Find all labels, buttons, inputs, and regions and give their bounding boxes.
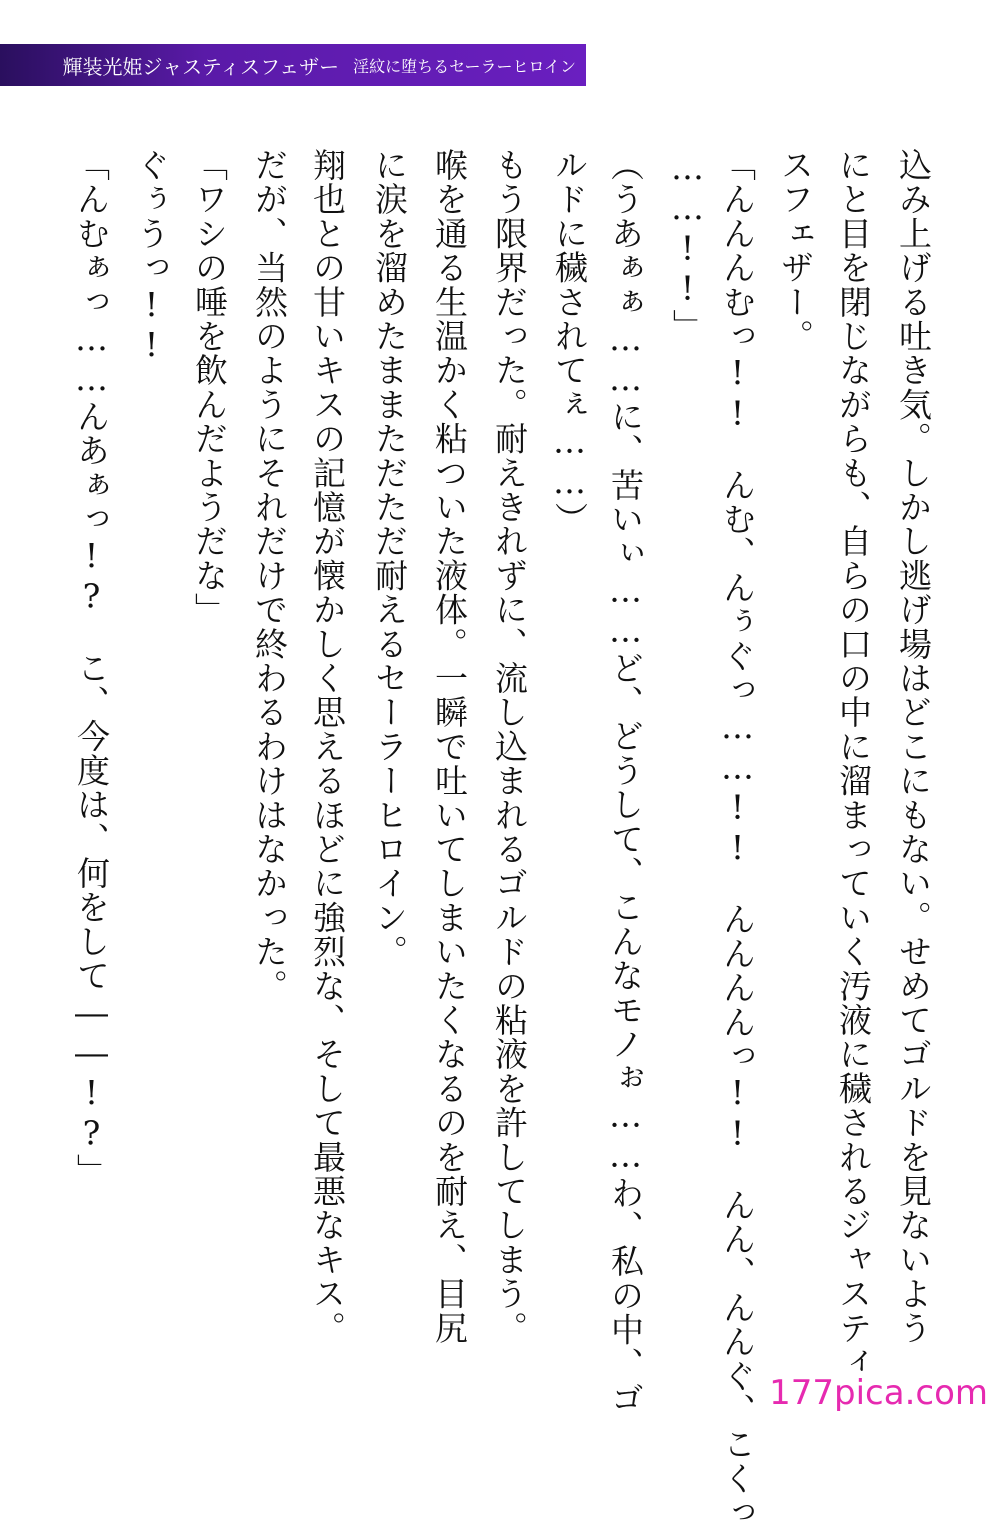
book-subtitle: 淫紋に堕ちるセーラーヒロイン	[353, 56, 576, 76]
text-column: （うあぁぁ……に、苦いぃ……ど、どうして、こんなモノぉ……わ、私の中、ゴ	[606, 148, 645, 1416]
text-column: 翔也との甘いキスの記憶が懐かしく思えるほどに強烈な、そして最悪なキス。	[308, 148, 347, 1345]
text-column: 喉を通る生温かく粘ついた液体。一瞬で吐いてしまいたくなるのを耐え、目尻	[430, 148, 469, 1345]
text-column: 「んんんむっ!! んむ、んぅぐっ……!! んんんんっ!! んん、んんぐ、こくっ	[718, 148, 757, 1530]
text-column: ルドに穢されてぇ……）	[550, 148, 589, 537]
book-title: 輝装光姫ジャスティスフェザー	[62, 54, 340, 79]
text-column: ……!!」	[668, 148, 707, 343]
text-column: だが、当然のようにそれだけで終わるわけはなかった。	[250, 148, 289, 1003]
running-header	[0, 44, 586, 86]
text-column: もう限界だった。耐えきれずに、流し込まれるゴルドの粘液を許してしまう。	[490, 148, 529, 1345]
text-column: ぐぅうっ!!	[132, 148, 171, 366]
text-column: 「んむぁっ……んあぁっ!? こ、今度は、何をして――!?」	[72, 148, 111, 1188]
text-column: 「ワシの唾を飲んだようだな」	[190, 148, 229, 627]
text-column: 込み上げる吐き気。しかし逃げ場はどこにもない。せめてゴルドを見ないよう	[894, 148, 933, 1345]
text-column: に涙を溜めたままただただ耐えるセーラーヒロイン。	[370, 148, 409, 969]
text-column: にと目を閉じながらも、自らの口の中に溜まっていく汚液に穢されるジャスティ	[834, 148, 873, 1380]
watermark: 177pica.com	[769, 1373, 988, 1413]
text-column: スフェザー。	[776, 148, 815, 354]
